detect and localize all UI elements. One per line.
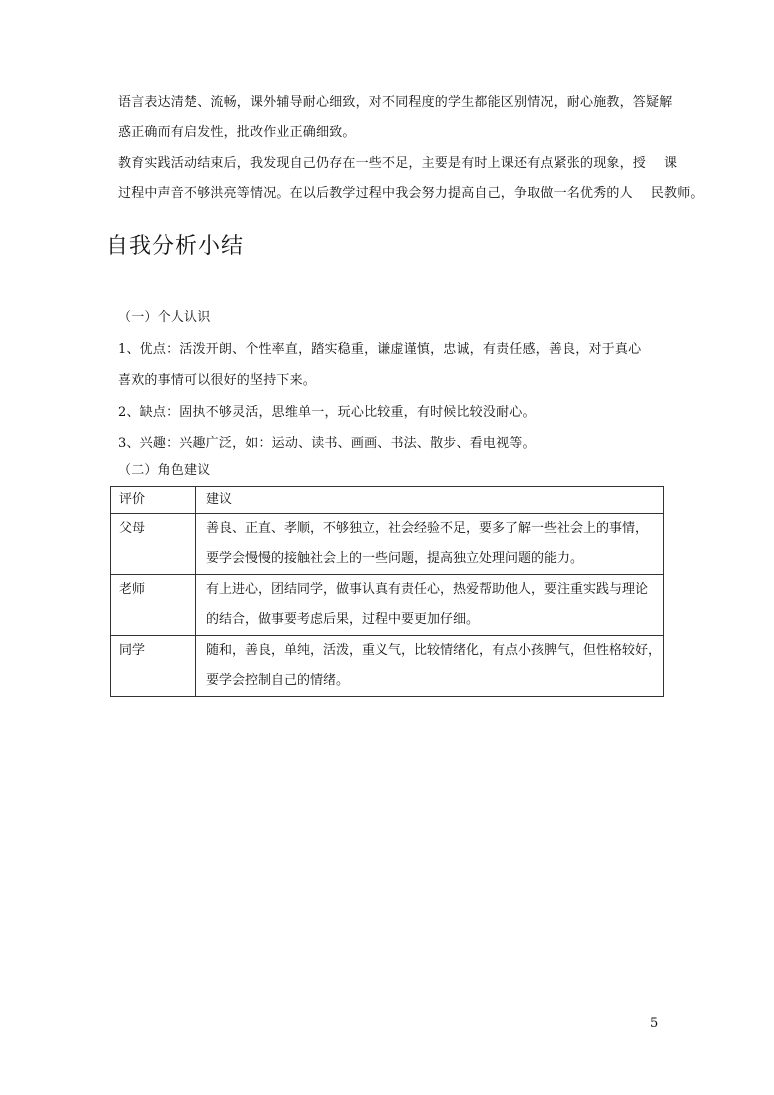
- table-row: [111, 575, 664, 636]
- roles-heading: （二）角色建议: [118, 463, 211, 478]
- strengths-line-2: 喜欢的事情可以很好的坚持下来。: [118, 373, 317, 388]
- table-row: [111, 636, 664, 697]
- intro-paragraph-2-line-2: [118, 185, 704, 203]
- suggestion-cell: [196, 514, 664, 575]
- section-title: 自我分析小结: [106, 234, 245, 259]
- intro-paragraph-1-line-2: 惑正确而有启发性，批改作业正确细致。: [118, 125, 356, 140]
- strengths-line-1: 1、优点：活泼开朗、个性率直，踏实稳重，谦虚谨慎，忠诚，有责任感，善良，对于真心: [118, 342, 642, 357]
- intro-paragraph-2-line-1-tail: 课: [664, 156, 678, 171]
- personal-heading: （一）个人认识: [118, 310, 211, 325]
- role-name: 老师: [119, 582, 146, 597]
- role-suggestions-table: [110, 486, 664, 697]
- suggestion-line-2: 要学会控制自己的情绪。: [206, 673, 350, 688]
- suggestion-line-1: 随和，善良，单纯，活泼，重义气，比较情绪化，有点小孩脾气，但性格较好，: [206, 643, 662, 658]
- intro-paragraph-2-line-1-text: 教育实践活动结束后，我发现自己仍存在一些不足，主要是有时上课还有点紧张的现象，授: [118, 156, 647, 171]
- role-name: 同学: [119, 643, 146, 658]
- table-header-row: [111, 487, 664, 514]
- suggestion-line-2: 要学会慢慢的接触社会上的一些问题，提高独立处理问题的能力。: [206, 551, 584, 566]
- intro-paragraph-2-line-1: [118, 155, 677, 173]
- header-suggestion-label: 建议: [206, 492, 233, 507]
- suggestion-line-2: 的结合，做事要考虑后果，过程中要更加仔细。: [206, 612, 480, 627]
- interests-line: 3、兴趣：兴趣广泛，如：运动、读书、画画、书法、散步、看电视等。: [118, 436, 536, 451]
- role-cell: [111, 514, 196, 575]
- suggestion-cell: [196, 575, 664, 636]
- header-cell-evaluation: [111, 487, 196, 514]
- intro-paragraph-2-line-2-text: 过程中声音不够洪亮等情况。在以后教学过程中我会努力提高自己，争取做一名优秀的人: [118, 186, 633, 201]
- suggestion-line-1: 有上进心，团结同学，做事认真有责任心，热爱帮助他人，要注重实践与理论: [206, 582, 649, 597]
- suggestion-cell: [196, 636, 664, 697]
- role-cell: [111, 575, 196, 636]
- header-cell-suggestion: [196, 487, 664, 514]
- role-name: 父母: [119, 521, 146, 536]
- page-number: 5: [650, 1016, 659, 1031]
- weaknesses-line: 2、缺点：固执不够灵活，思维单一，玩心比较重，有时候比较没耐心。: [118, 405, 536, 420]
- intro-paragraph-2-line-2-tail: 民教师。: [650, 186, 704, 201]
- header-evaluation-label: 评价: [119, 492, 146, 507]
- intro-paragraph-1-line-1: 语言表达清楚、流畅，课外辅导耐心细致，对不同程度的学生都能区别情况，耐心施教，答疑解: [118, 95, 673, 110]
- role-cell: [111, 636, 196, 697]
- suggestion-line-1: 善良、正直、孝顺，不够独立，社会经验不足，要多了解一些社会上的事情，: [206, 521, 649, 536]
- table-row: [111, 514, 664, 575]
